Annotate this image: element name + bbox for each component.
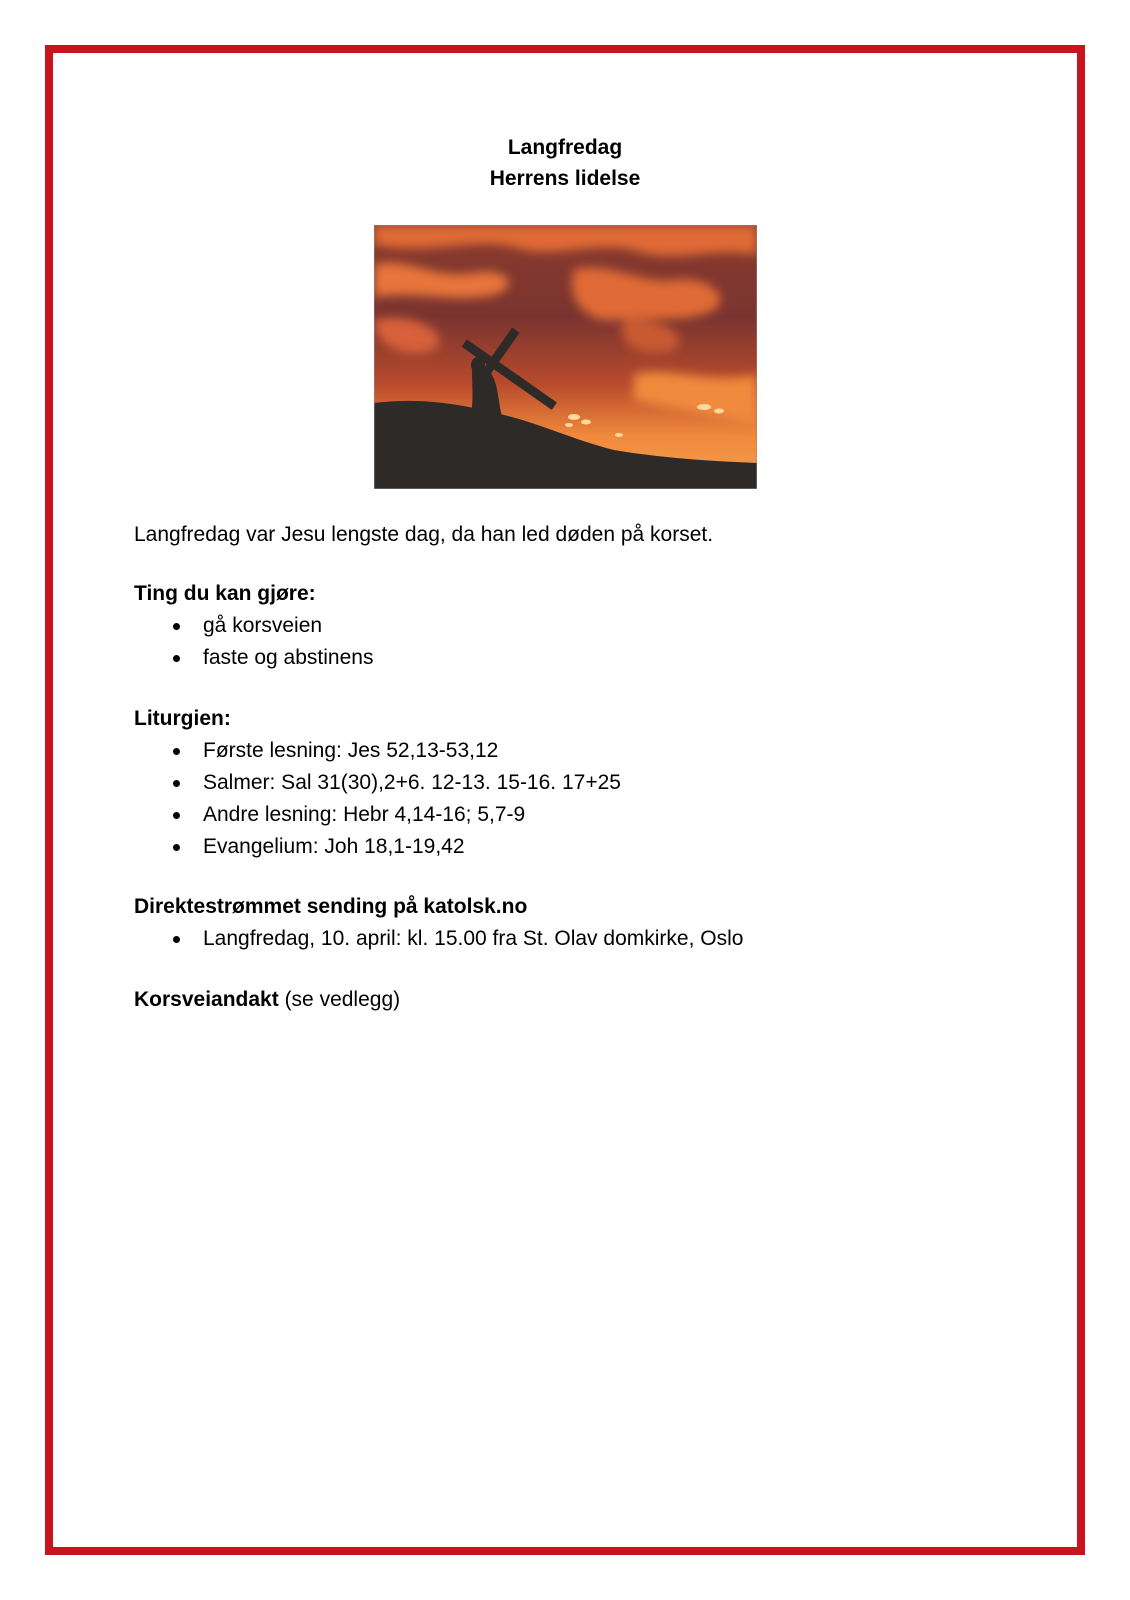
things-list <box>134 610 373 674</box>
list-item: Salmer: Sal 31(30),2+6. 12-13. 15-16. 17+25 <box>134 767 621 799</box>
stream-heading: Direktestrømmet sending på katolsk.no <box>134 895 528 918</box>
page-title <box>0 132 1130 194</box>
list-item: faste og abstinens <box>134 642 373 674</box>
list-item: Andre lesning: Hebr 4,14-16; 5,7-9 <box>134 799 621 831</box>
stream-list <box>134 923 743 955</box>
intro-text: Langfredag var Jesu lengste dag, da han led døden på korset. <box>134 523 714 546</box>
title-line-1: Langfredag <box>507 136 623 159</box>
things-heading: Ting du kan gjøre: <box>134 582 316 605</box>
title-line-2: Herrens lidelse <box>489 167 641 190</box>
list-item: Langfredag, 10. april: kl. 15.00 fra St. Olav domkirke, Oslo <box>134 923 743 955</box>
devotion-line <box>134 984 400 1016</box>
liturgy-list <box>134 735 621 863</box>
good-friday-illustration <box>374 225 757 489</box>
liturgy-heading: Liturgien: <box>134 707 231 730</box>
list-item: Første lesning: Jes 52,13-53,12 <box>134 735 621 767</box>
devotion-title: Korsveiandakt <box>134 988 279 1011</box>
list-item: Evangelium: Joh 18,1-19,42 <box>134 831 621 863</box>
devotion-note: (se vedlegg) <box>278 988 401 1011</box>
list-item: gå korsveien <box>134 610 373 642</box>
